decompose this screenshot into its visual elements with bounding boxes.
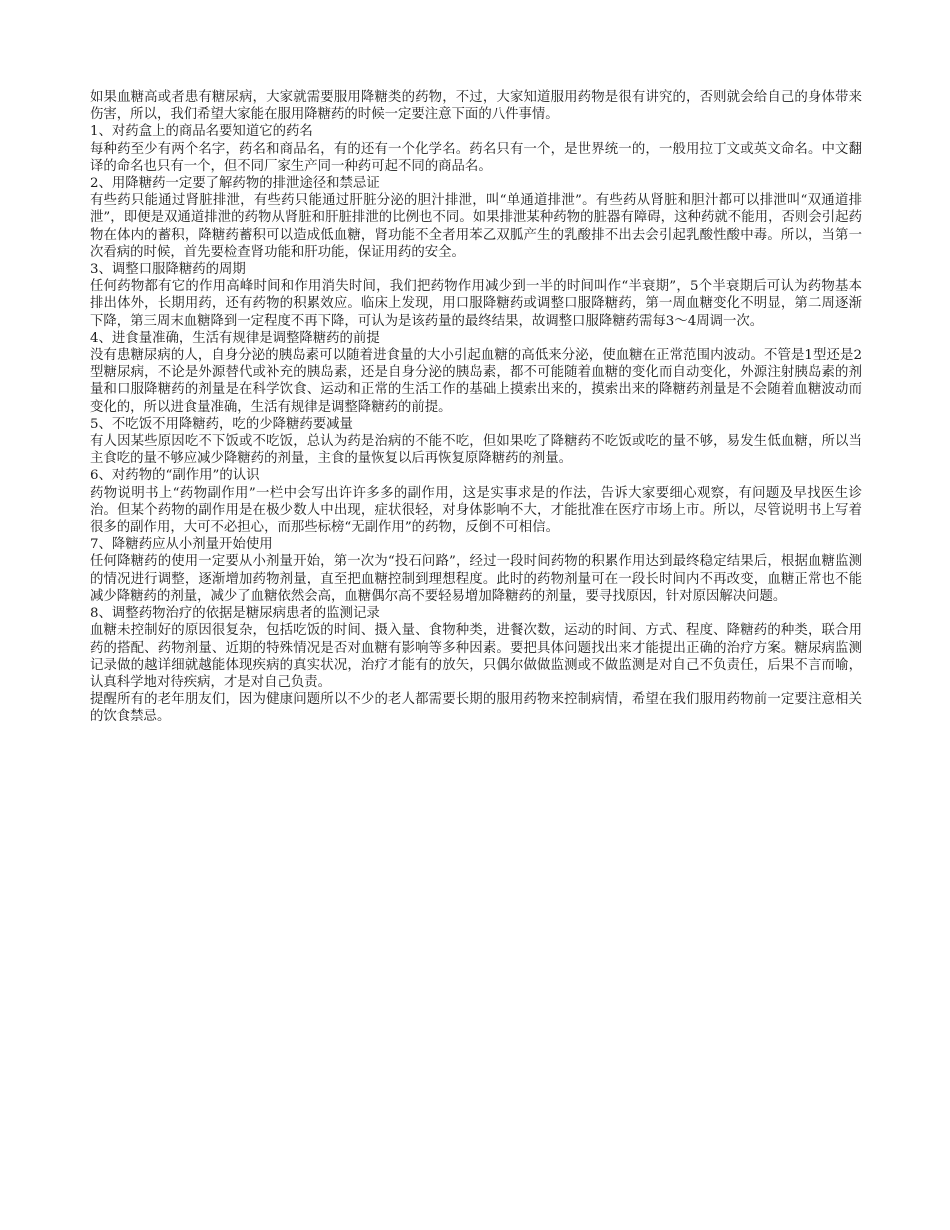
section-7-body: 任何降糖药的使用一定要从小剂量开始，第一次为“投石问路”，经过一段时间药物的积累作用达到最终稳定结果后，根据血糖监测的情况进行调整，逐渐增加药物剂量，直至把血糖控制到理想程度。此时的药物剂量可在一段长时间内不再改变，血糖正常也不能减少降糖药的剂量，减少了血糖依然会高，血糖偶尔高不要轻易增加降糖药的剂量，要寻找原因，针对原因解决问题。 (90, 554, 862, 604)
section-6-body: 药物说明书上“药物副作用”一栏中会写出许许多多的副作用，这是实事求是的作法，告诉大家要细心观察，有问题及早找医生诊治。但某个药物的副作用是在极少数人中出现，症状很轻，对身体影响不大，才能批准在医疗市场上市。所以，尽管说明书上写着很多的副作用，大可不必担心，而那些标榜“无副作用”的药物，反倒不可相信。 (90, 485, 862, 536)
section-8-body: 血糖未控制好的原因很复杂，包括吃饭的时间、摄入量、食物种类，进餐次数，运动的时间、方式、程度、降糖药的种类，联合用药的搭配、药物剂量、近期的特殊情况是否对血糖有影响等多种因素。要把具体问题找出来才能提出正确的治疗方案。糖尿病监测记录做的越详细就越能体现疾病的真实状况，治疗才能有的放矢，只偶尔做做监测或不做监测是对自己不负责任，后果不言而喻，认真科学地对待疾病，才是对自己负责。 (90, 623, 862, 690)
section-2-heading: 2、用降糖药一定要了解药物的排泄途径和禁忌证 (90, 176, 380, 192)
section-2-body: 有些药只能通过肾脏排泄，有些药只能通过肝脏分泌的胆汁排泄，叫“单通道排泄”。有些药从肾脏和胆汁都可以排泄叫“双通道排泄”，即便是双通道排泄的药物从肾脏和肝脏排泄的比例也不同。如果排泄某种药物的脏器有障碍，这种药就不能用，否则会引起药物在体内的蓄积，降糖药蓄积可以造成低血糖，肾功能不全者用苯乙双胍产生的乳酸排不出去会引起乳酸性酸中毒。所以，当第一次看病的时候，首先要检查肾功能和肝功能，保证用药的安全。 (90, 193, 862, 260)
section-5-body: 有人因某些原因吃不下饭或不吃饭，总认为药是治病的不能不吃，但如果吃了降糖药不吃饭或吃的量不够，易发生低血糖，所以当主食吃的量不够应减少降糖药的剂量，主食的量恢复以后再恢复原降糖药的剂量。 (90, 434, 862, 467)
section-8-heading: 8、调整药物治疗的依据是糖尿病患者的监测记录 (90, 606, 380, 622)
section-4-heading: 4、进食量准确，生活有规律是调整降糖药的前提 (90, 330, 380, 346)
closing-paragraph: 提醒所有的老年朋友们，因为健康问题所以不少的老人都需要长期的服用药物来控制病情，希望在我们服用药物前一定要注意相关的饮食禁忌。 (90, 692, 862, 725)
section-6-heading: 6、对药物的“副作用”的认识 (90, 468, 260, 484)
section-3-heading: 3、调整口服降糖药的周期 (90, 262, 246, 278)
article (90, 89, 862, 726)
section-1-heading: 1、对药盒上的商品名要知道它的药名 (90, 124, 313, 140)
intro-paragraph: 如果血糖高或者患有糖尿病，大家就需要服用降糖类的药物，不过，大家知道服用药物是很有讲究的，否则就会给自己的身体带来伤害，所以，我们希望大家能在服用降糖药的时候一定要注意下面的八件事情。 (90, 90, 862, 123)
section-1-body: 每种药至少有两个名字，药名和商品名，有的还有一个化学名。药名只有一个，是世界统一的，一般用拉丁文或英文命名。中文翻译的命名也只有一个，但不同厂家生产同一种药可起不同的商品名。 (90, 141, 862, 174)
section-7-heading: 7、降糖药应从小剂量开始使用 (90, 537, 273, 553)
section-5-heading: 5、不吃饭不用降糖药，吃的少降糖药要减量 (90, 416, 353, 432)
section-4-body: 没有患糖尿病的人，自身分泌的胰岛素可以随着进食量的大小引起血糖的高低来分泌，使血糖在正常范围内波动。不管是1型还是2型糖尿病，不论是外源替代或补充的胰岛素，还是自身分泌的胰岛素，都不可能随着血糖的变化而自动变化，外源注射胰岛素的剂量和口服降糖药的剂量是在科学饮食、运动和正常的生活工作的基础上摸索出来的，摸索出来的降糖药剂量是不会随着血糖波动而变化的，所以进食量准确，生活有规律是调整降糖药的前提。 (90, 348, 862, 415)
section-3-body: 任何药物都有它的作用高峰时间和作用消失时间，我们把药物作用减少到一半的时间叫作“半衰期”，5个半衰期后可认为药物基本排出体外，长期用药，还有药物的积累效应。临床上发现，用口服降糖药或调整口服降糖药，第一周血糖变化不明显，第二周逐渐下降，第三周末血糖降到一定程度不再下降，可认为是该药量的最终结果，故调整口服降糖药需每3～4周调一次。 (90, 279, 862, 329)
